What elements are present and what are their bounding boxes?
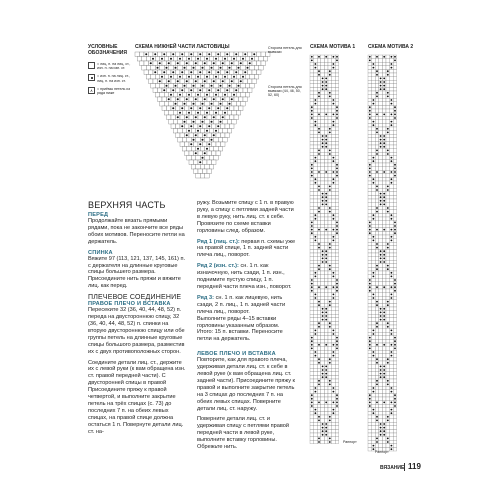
row-text: сн. 1 п. как лицевую, нить сзади, 2 п. лиц., 1 п. задней части плеча лиц., поворот. <box>197 294 286 315</box>
left-shoulder-title: ЛЕВОЕ ПЛЕЧО И ВСТАВКА <box>197 351 276 358</box>
section-subtitle: ПЕРЕД <box>88 212 109 218</box>
motif1-rapport: Раппорт <box>343 440 357 444</box>
legend-title: УСЛОВНЫЕ ОБОЗНАЧЕНИЯ <box>88 44 127 56</box>
back-text: Вяжите 97 (113, 121, 137, 145, 161) п. с держателя на длинные круговые спицы большего размера. Присоедините нить пряжи и вяжите лиц. как перед. <box>88 255 186 290</box>
section-title: ВЕРХНЯЯ ЧАСТЬ <box>88 200 166 210</box>
row-label: Ряд 1 (лиц. ст.): <box>197 238 240 245</box>
legend-item: = изн. п. на лиц. ст., лиц. п. на изн. ст. <box>97 74 130 83</box>
row-label: Ряд 3: <box>197 294 214 301</box>
left-shoulder-text-2: Поверните детали лиц. ст. и удерживая спицу с петлями правой передней части в левой руке, выполните вставку горловины. Обрежьте нить. <box>197 416 290 451</box>
lower-chart-note: Сторона петель для вывязки (44, 46, 50, 52, 60) <box>268 85 302 98</box>
shoulder-text-2: Соедините детали лиц. ст., держите их с левой руки (к вам обращена изн. ст. правой передней части). С двусторонней спицы в правой Присоедините пряжу к правой четвертой, и выполните закрытие петель на трёх спицах (с. 73) до последних 7 п. на обеих левых спицах, на правой спице должна остаться 1 п. Повернуте детали лиц. ст. на- <box>88 359 186 435</box>
legend <box>88 62 133 95</box>
page-number: 119 <box>408 462 421 471</box>
article-col-1 <box>88 200 186 435</box>
left-shoulder-text: Повторите, как для правого плеча, удерживая детали лиц. ст. к себе в левой руке (к вам обращена лиц. ст. задней части). Присоедините пряжу к правой и выполните закрытие петель на 3 спицах до последних 7 п. на обеих левых спицах. Поверните детали лиц. ст. наружу. <box>197 357 295 412</box>
continued-text: ружу. Возьмите спицу с 1 п. в правую руку, а спицу с петлями задней части в левую руку, нить лиц. ст. к себе. Провязите по схеме вставки горловины след. образом. <box>197 200 294 234</box>
motif1-grid <box>310 55 340 450</box>
motif2-rapport: Раппорт <box>375 450 389 454</box>
legend-knit-swatch <box>88 62 95 69</box>
motif1-title: СХЕМА МОТИВА 1 <box>310 44 356 50</box>
footer-divider <box>404 463 405 471</box>
legend-pickup-swatch: ∧ <box>88 87 95 94</box>
row-label: Ряд 2 (изн. ст.): <box>197 263 239 270</box>
rows-more: Выполните ряды 4–15 вставки горловины указанным образом. Итого: 15 п. вставки. Переносите петли на держатель. <box>197 315 283 343</box>
row-text: первая п. схемы уже на правой спице, 1 п. задней части плеча лиц., поворот. <box>197 238 296 259</box>
lower-chart-note: Сторона петель для вывязки <box>268 46 302 55</box>
row-text: сн. 1 п. как изначочную, нить сзади, 1 п. изн., поднимите пустую спицу, 1 п. передней части плеча изн., поворот. <box>197 263 292 290</box>
motif2-title: СХЕМА МОТИВА 2 <box>368 44 414 50</box>
motif2-grid <box>368 55 398 460</box>
shoulder-text: Пересеките 32 (36, 40, 44, 48, 52) п. переда на двустороннюю спицу, 32 (36, 40, 44, 48, 52) п. спинки на вторую двустороннюю спицу или обе группы петель на длинные круговые спицы большого размера, разместив их с двух противоположных сторон. <box>88 307 185 355</box>
footer-brand: ВЯЗАНИЕ <box>380 465 405 471</box>
lower-chart-title: СХЕМА НИЖНЕЙ ЧАСТИ ЛАСТОВИЦЫ <box>135 44 230 50</box>
shoulder-title: ПЛЕЧЕВОЕ СОЕДИНЕНИЕ <box>88 294 182 302</box>
lower-chart-grid <box>135 52 285 192</box>
back-title: СПИНКА <box>88 249 113 256</box>
shoulder-subtitle: ПРАВОЕ ПЛЕЧО И ВСТАВКА <box>88 301 171 308</box>
intro-text: Продолжайте вязать прямыми рядами, пока не закончите все ряды обоих мотивов. Переносите петли на держатель. <box>88 218 185 245</box>
legend-item: = лиц. п. на лиц. ст., изн. п. на изн. ст. <box>97 62 131 71</box>
legend-item: = приёмы петель из ряда ниже <box>97 86 131 96</box>
article-col-2 <box>197 200 297 451</box>
legend-purl-swatch <box>88 74 95 81</box>
